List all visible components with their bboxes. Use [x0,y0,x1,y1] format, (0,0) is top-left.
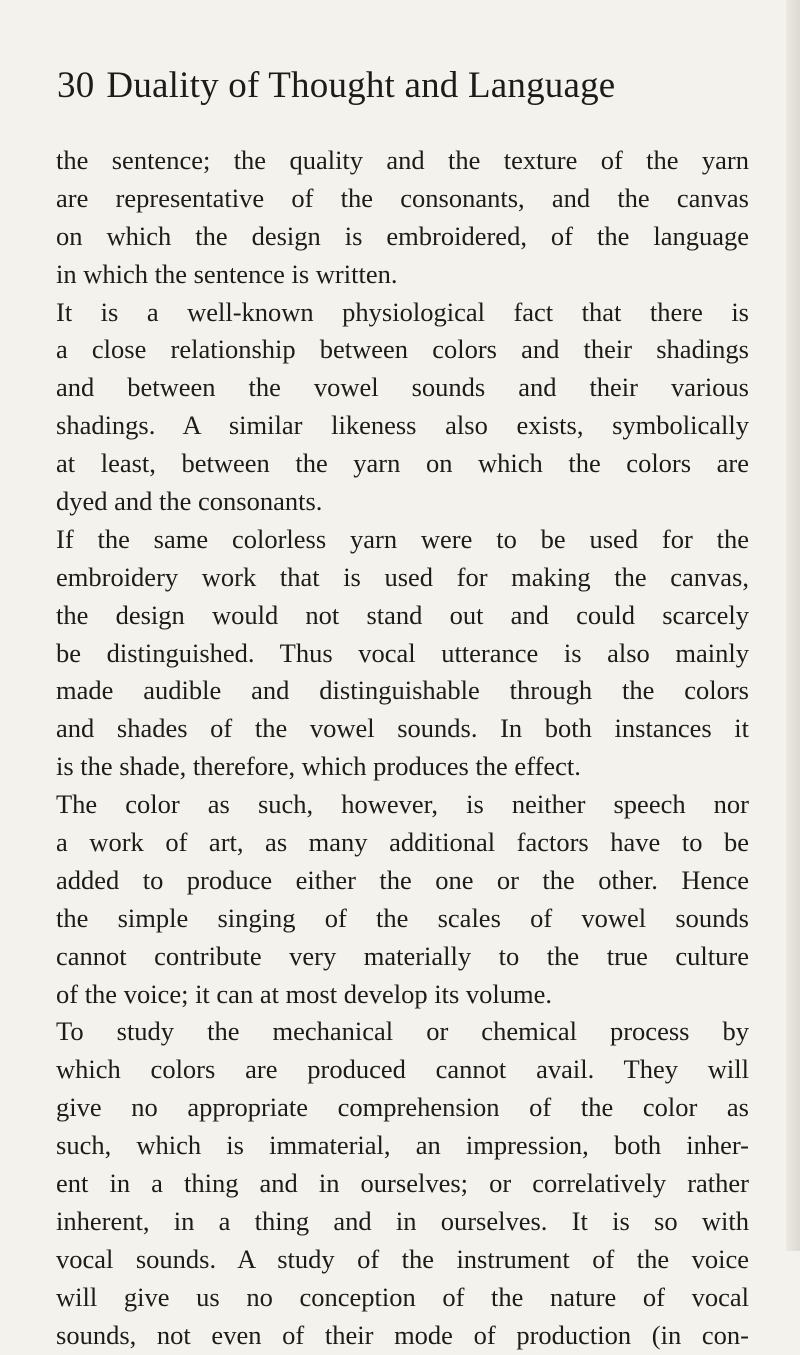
text-line: a close relationship between colors and their shadings [56,334,749,365]
text-line: made audible and distinguishable through the colors [56,675,749,706]
text-line: added to produce either the one or the other. Hence [56,864,749,895]
page-edge [786,0,800,1251]
text-line: ent in a thing and in ourselves; or correlatively rather [56,1168,749,1199]
text-line: The color as such, however, is neither speech nor [56,789,749,820]
text-line: If the same colorless yarn were to be used for the [56,523,749,554]
text-line: will give us no conception of the nature of vocal [56,1281,749,1312]
body-text [56,142,749,1355]
text-line: of the voice; it can at most develop its volume. [56,978,553,1009]
text-line: To study the mechanical or chemical process by [56,1016,749,1047]
text-line: inherent, in a thing and in ourselves. It is so with [56,1205,749,1236]
book-title: Duality of Thought and Language [106,65,616,106]
text-line: embroidery work that is used for making the canvas, [56,561,749,592]
text-line: such, which is immaterial, an impression, both inher- [56,1130,749,1161]
page-number: 30 [57,65,95,106]
text-line: vocal sounds. A study of the instrument of the voice [56,1243,749,1274]
text-line: be distinguished. Thus vocal utterance is also mainly [56,637,749,668]
text-line: dyed and the consonants. [56,486,323,517]
text-line: which colors are produced cannot avail. They will [56,1054,749,1085]
running-header [57,64,615,107]
text-line: cannot contribute very materially to the true culture [56,940,749,971]
text-line: in which the sentence is written. [56,258,398,289]
text-line: give no appropriate comprehension of the color as [56,1092,749,1123]
text-line: a work of art, as many additional factors have to be [56,827,749,858]
text-line: on which the design is embroidered, of the language [56,220,749,251]
text-line: is the shade, therefore, which produces the effect. [56,751,581,782]
text-line: at least, between the yarn on which the colors are [56,448,749,479]
text-line: the sentence; the quality and the texture of the yarn [56,145,749,175]
text-line: It is a well-known physiological fact that there is [56,296,749,327]
text-line: and shades of the vowel sounds. In both instances it [56,713,749,744]
text-line: sounds, not even of their mode of production (in con- [56,1319,749,1350]
text-line: the simple singing of the scales of vowel sounds [56,902,749,933]
text-line: the design would not stand out and could scarcely [56,599,749,630]
text-line: are representative of the consonants, and the canvas [56,182,749,213]
text-line: and between the vowel sounds and their various [56,372,749,403]
text-line: shadings. A similar likeness also exists, symbolically [56,410,749,441]
